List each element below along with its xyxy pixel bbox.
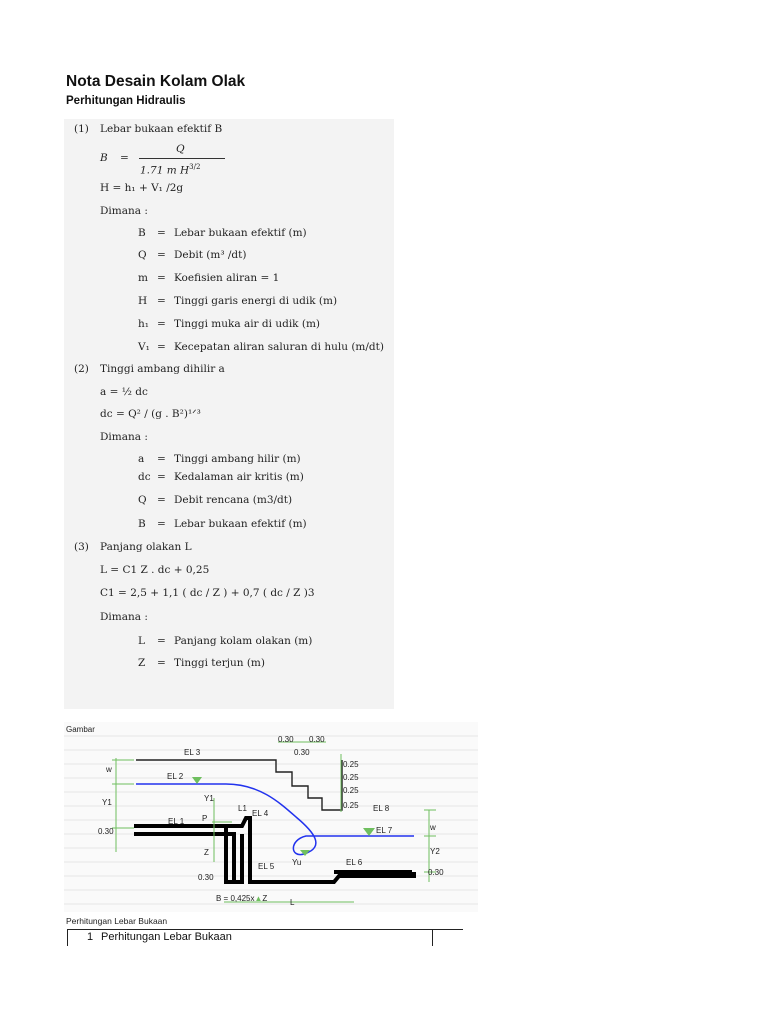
el2-water-marker-icon xyxy=(192,777,202,784)
def-symbol: V₁ xyxy=(138,341,150,353)
label-030-top-b: 0.30 xyxy=(309,735,325,744)
def-eq: = xyxy=(157,272,166,284)
formula-b-eq: = xyxy=(120,152,129,164)
label-bz: Z xyxy=(262,894,268,903)
label-p: P xyxy=(202,814,208,823)
def-eq: = xyxy=(157,227,166,239)
label-b-formula xyxy=(216,894,267,903)
def-eq: = xyxy=(157,518,166,530)
label-030-top-c: 0.30 xyxy=(294,748,310,757)
def-desc: Tinggi muka air di udik (m) xyxy=(174,318,321,330)
def-eq: = xyxy=(157,494,166,506)
def-desc: Koefisien aliran = 1 xyxy=(174,272,280,284)
b-triangle-icon: ▲ xyxy=(254,894,263,903)
label-025-c: 0.25 xyxy=(343,786,359,795)
label-el2: EL 2 xyxy=(167,772,184,781)
label-030-left: 0.30 xyxy=(98,827,114,836)
def-symbol: Q xyxy=(138,494,147,506)
dimana-2: Dimana : xyxy=(100,431,148,443)
def-symbol: dc xyxy=(138,471,151,483)
def-symbol: h₁ xyxy=(138,318,149,330)
def-desc: Kecepatan aliran saluran di hulu (m/dt) xyxy=(174,341,384,353)
formula-b-lhs: B xyxy=(100,152,108,164)
label-w: w xyxy=(106,765,112,774)
section-1-heading: Lebar bukaan efektif B xyxy=(100,123,223,135)
def-desc: Kedalaman air kritis (m) xyxy=(174,471,304,483)
formula-b-exponent: 3/2 xyxy=(189,163,201,171)
table-left-border xyxy=(67,930,68,946)
label-025-a: 0.25 xyxy=(343,760,359,769)
label-el8: EL 8 xyxy=(373,804,390,813)
def-desc: Tinggi terjun (m) xyxy=(174,657,265,669)
def-desc: Debit (m³ /dt) xyxy=(174,249,247,261)
formula-b-numerator: Q xyxy=(176,143,185,155)
section-2-heading: Tinggi ambang dihilir a xyxy=(100,363,225,375)
def-symbol: L xyxy=(138,635,145,647)
label-030-top-a: 0.30 xyxy=(278,735,294,744)
formula-l: L = C1 Z . dc + 0,25 xyxy=(100,564,210,576)
label-025-d: 0.25 xyxy=(343,801,359,810)
figure-panel xyxy=(64,722,478,912)
table-row-label: Perhitungan Lebar Bukaan xyxy=(101,931,232,943)
table-row-number: 1 xyxy=(87,931,94,943)
def-symbol: H xyxy=(138,295,148,307)
label-el4: EL 4 xyxy=(252,809,269,818)
grid-lines xyxy=(64,736,478,904)
def-desc: Debit rencana (m3/dt) xyxy=(174,494,293,506)
label-el7: EL 7 xyxy=(376,826,393,835)
def-eq: = xyxy=(157,453,166,465)
label-025-b: 0.25 xyxy=(343,773,359,782)
formula-b-denominator-group xyxy=(140,161,200,178)
def-symbol: a xyxy=(138,453,145,465)
def-eq: = xyxy=(157,318,166,330)
section-2-number: (2) xyxy=(74,363,89,375)
section-3-heading: Panjang olakan L xyxy=(100,541,192,553)
def-desc: Tinggi garis energi di udik (m) xyxy=(174,295,338,307)
def-desc: Lebar bukaan efektif (m) xyxy=(174,227,307,239)
label-el5: EL 5 xyxy=(258,862,275,871)
def-eq: = xyxy=(157,249,166,261)
nappe-curve xyxy=(226,784,414,855)
section-3-number: (3) xyxy=(74,541,89,553)
formula-c1: C1 = 2,5 + 1,1 ( dc / Z ) + 0,7 ( dc / Z )3 xyxy=(100,587,315,599)
def-eq: = xyxy=(157,657,166,669)
def-symbol: B xyxy=(138,518,146,530)
crest-structure xyxy=(134,818,250,826)
el7-water-marker-icon xyxy=(363,828,375,836)
label-z: Z xyxy=(204,848,209,857)
page-subtitle: Perhitungan Hidraulis xyxy=(66,95,186,107)
label-y2: Y2 xyxy=(430,847,440,856)
dimana-3: Dimana : xyxy=(100,611,148,623)
label-w2: w xyxy=(430,823,436,832)
def-symbol: m xyxy=(138,272,148,284)
label-b: B = 0,425x xyxy=(216,894,255,903)
label-l: L xyxy=(290,898,295,907)
page-title: Nota Desain Kolam Olak xyxy=(66,73,246,90)
label-yu: Yu xyxy=(292,858,302,867)
label-el1: EL 1 xyxy=(168,817,185,826)
def-symbol: Q xyxy=(138,249,147,261)
def-eq: = xyxy=(157,295,166,307)
def-eq: = xyxy=(157,471,166,483)
figure-caption: Gambar xyxy=(66,725,95,734)
fraction-bar xyxy=(139,158,225,159)
def-desc: Lebar bukaan efektif (m) xyxy=(174,518,307,530)
calc-table xyxy=(67,929,463,946)
def-desc: Tinggi ambang hilir (m) xyxy=(174,453,301,465)
formula-h: H = h₁ + V₁ /2g xyxy=(100,182,184,194)
table-right-border xyxy=(432,930,433,946)
dimana-1: Dimana : xyxy=(100,205,148,217)
label-l1: L1 xyxy=(238,804,247,813)
def-eq: = xyxy=(157,635,166,647)
label-y1-inner: Y1 xyxy=(204,794,214,803)
def-eq: = xyxy=(157,341,166,353)
def-symbol: Z xyxy=(138,657,146,669)
formula-a: a = ½ dc xyxy=(100,386,148,398)
stilling-basin-diagram xyxy=(64,722,478,912)
def-symbol: B xyxy=(138,227,146,239)
label-el6: EL 6 xyxy=(346,858,363,867)
formula-b-denominator: 1.71 m H xyxy=(140,164,190,177)
label-el3: EL 3 xyxy=(184,748,201,757)
calc-section-title: Perhitungan Lebar Bukaan xyxy=(66,916,168,926)
label-030-right: 0.30 xyxy=(428,868,444,877)
def-desc: Panjang kolam olakan (m) xyxy=(174,635,313,647)
section-1-number: (1) xyxy=(74,123,89,135)
formula-dc: dc = Q² / (g . B²)¹ᐟ³ xyxy=(100,408,201,420)
label-y1: Y1 xyxy=(102,798,112,807)
label-030-bottom: 0.30 xyxy=(198,873,214,882)
